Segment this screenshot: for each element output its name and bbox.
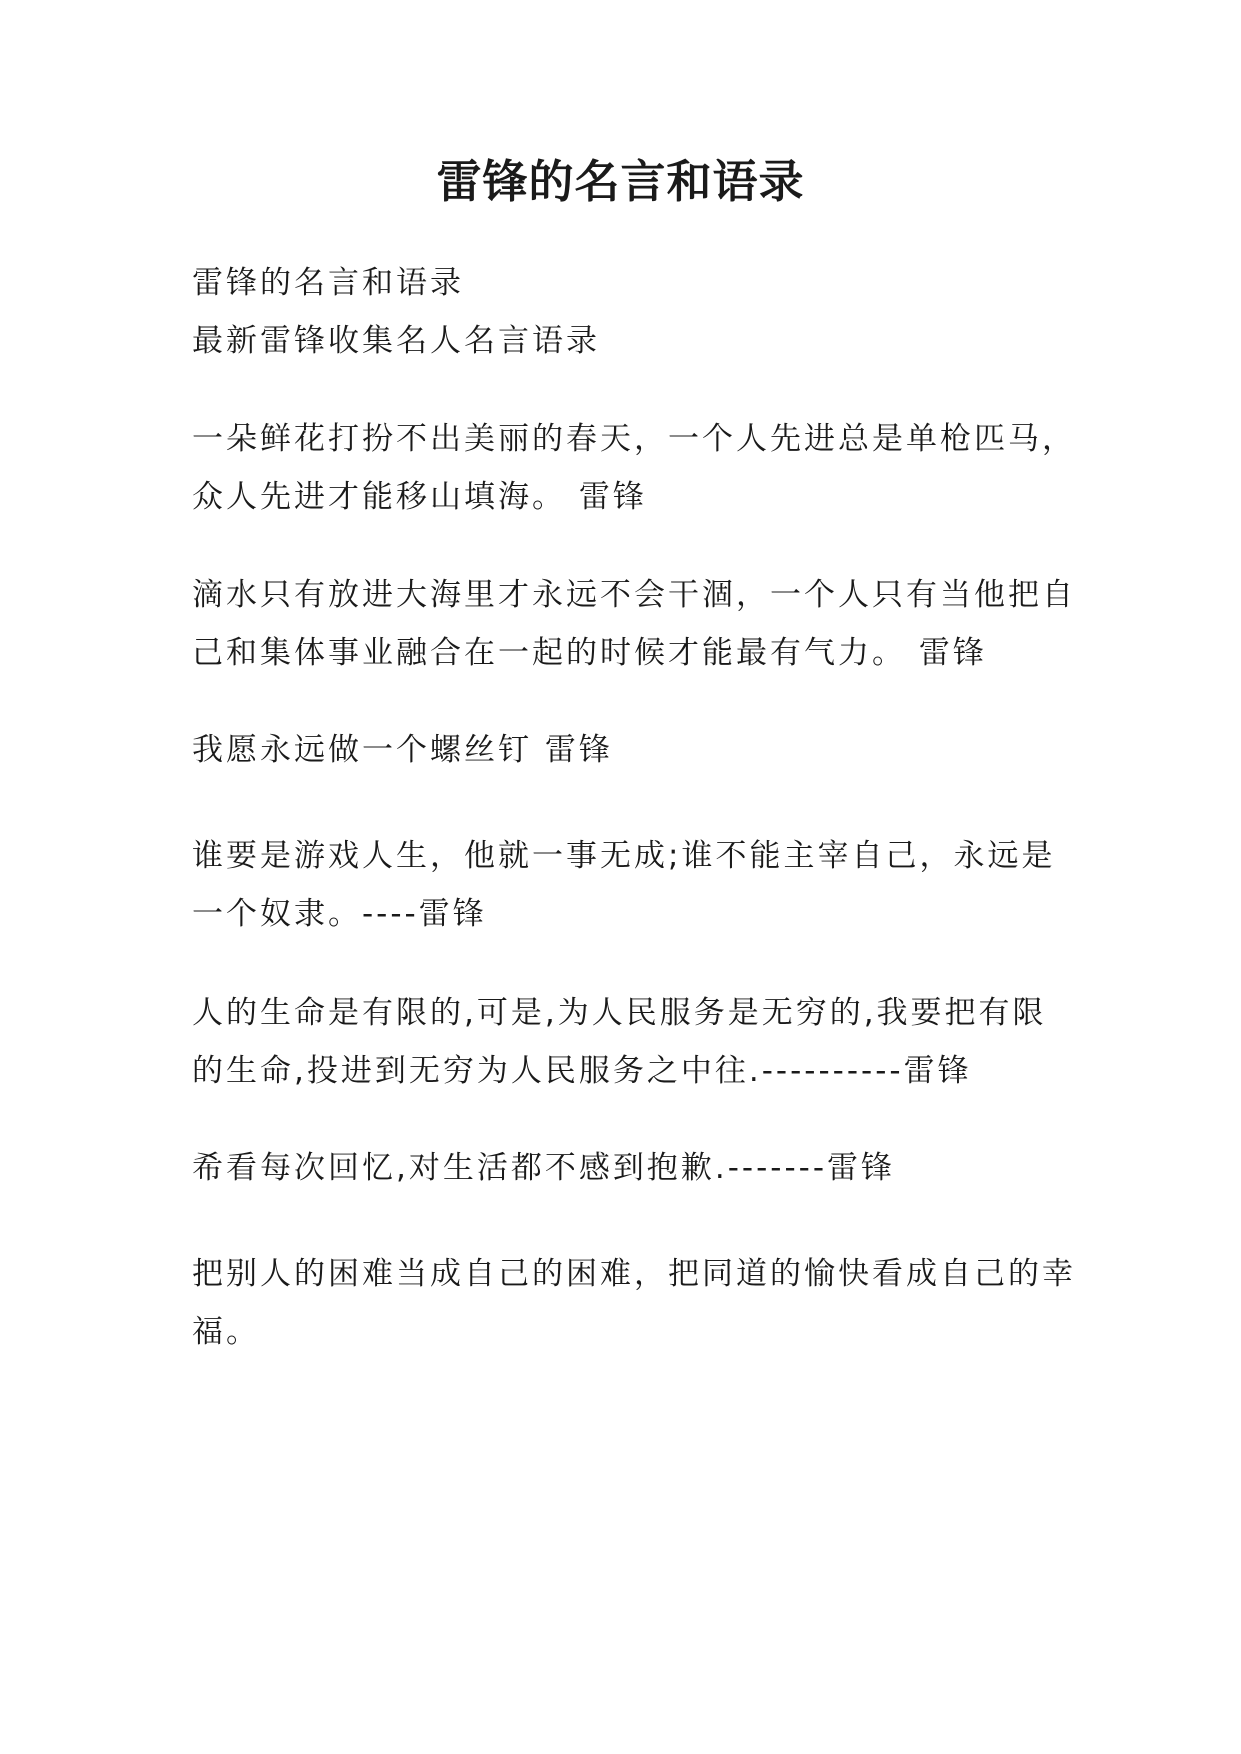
quote-line: 福。 — [192, 1314, 260, 1350]
quote-line: 己和集体事业融合在一起的时候才能最有气力。 雷锋 — [192, 635, 987, 671]
quote-line: 的生命,投进到无穷为人民服务之中往.----------雷锋 — [192, 1053, 972, 1089]
intro-line-2: 最新雷锋收集名人名言语录 — [192, 323, 600, 359]
quote-paragraph-7 — [192, 1245, 1076, 1361]
quote-paragraph-2 — [192, 566, 1076, 682]
intro-line-1: 雷锋的名言和语录 — [192, 265, 464, 301]
quote-line: 希看每次回忆,对生活都不感到抱歉.-------雷锋 — [192, 1150, 896, 1186]
quote-line: 众人先进才能移山填海。 雷锋 — [192, 479, 647, 515]
quote-paragraph-1 — [192, 410, 1076, 526]
quote-line: 一朵鲜花打扮不出美丽的春天，一个人先进总是单枪匹马， — [192, 421, 1076, 457]
intro-block — [192, 254, 1072, 370]
quote-line: 把别人的困难当成自己的困难，把同道的愉快看成自己的幸 — [192, 1256, 1076, 1292]
quote-line: 我愿永远做一个螺丝钉 雷锋 — [192, 732, 613, 768]
quote-paragraph-4 — [192, 827, 1072, 943]
quote-line: 滴水只有放进大海里才永远不会干涸，一个人只有当他把自 — [192, 577, 1076, 613]
quote-line: 人的生命是有限的,可是,为人民服务是无穷的,我要把有限 — [192, 995, 1047, 1031]
quote-paragraph-3 — [192, 721, 1072, 779]
quote-line: 一个奴隶。----雷锋 — [192, 896, 487, 932]
quote-paragraph-6 — [192, 1139, 1072, 1197]
document-title: 雷锋的名言和语录 — [436, 155, 805, 208]
quote-line: 谁要是游戏人生，他就一事无成;谁不能主宰自己，永远是 — [192, 838, 1056, 874]
quote-paragraph-5 — [192, 984, 1072, 1100]
